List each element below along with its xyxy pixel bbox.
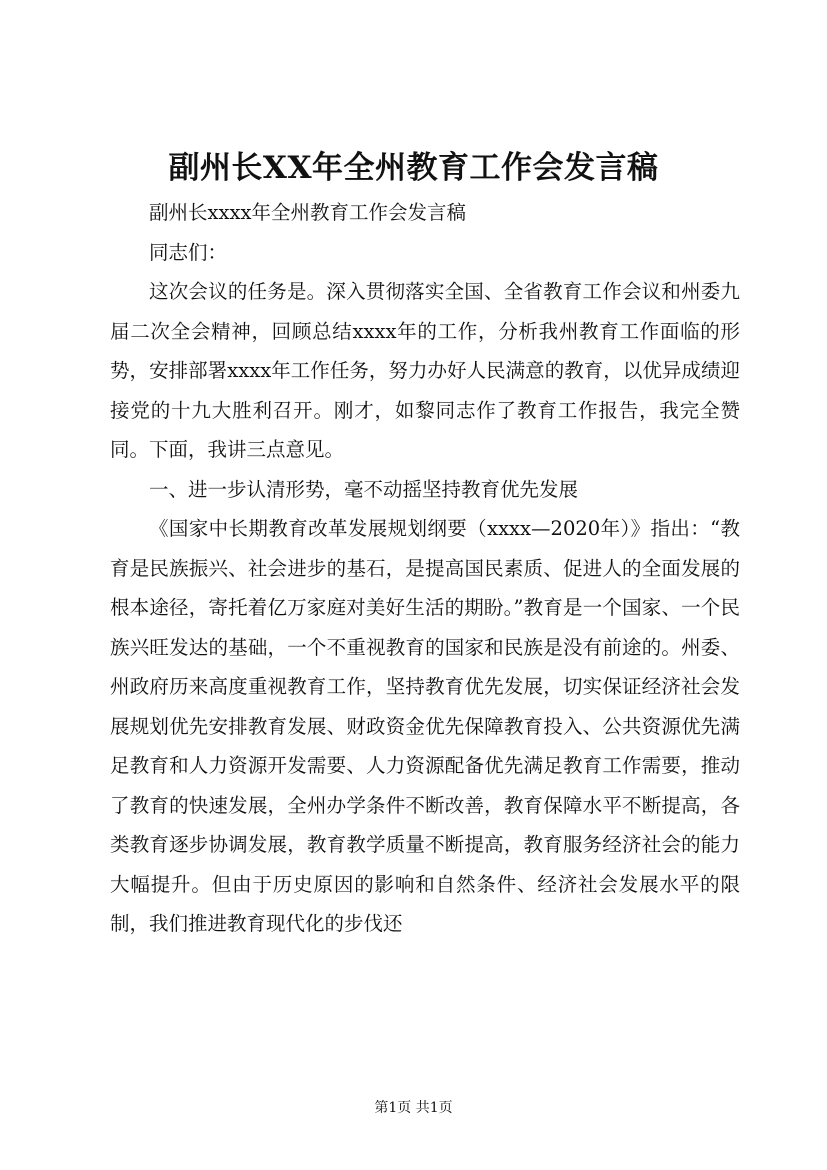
document-title: 副州长XX年全州教育工作会发言稿: [168, 150, 659, 186]
section-heading: 一、进一步认清形势，毫不动摇坚持教育优先发展: [149, 477, 579, 501]
salutation-paragraph: 同志们：: [149, 240, 228, 264]
subtitle-paragraph: 副州长xxxx年全州教育工作会发言稿: [149, 201, 466, 224]
document-body: [110, 193, 740, 944]
page-footer: 第1页 共1页: [374, 1100, 453, 1116]
section-paragraph: 《国家中长期教育改革发展规划纲要（xxxx—2020年）》指出：“教育是民族振兴、社会进步的基石，是提高国民素质、促进人的全面发展的根本途径，寄托着亿万家庭对美好生活的期盼。”教育是一个国家、一个民族兴旺发达的基础，一个不重视教育的国家和民族是没有前途的。州委、州政府历来高度重视教育工作，坚持教育优先发展，切实保证经济社会发展规划优先安排教育发展、财政资金优先保障教育投入、公共资源优先满足教育和人力资源开发需要、人力资源配备优先满足教育工作需要，推动了教育的快速发展，全州办学条件不断改善，教育保障水平不断提高，各类教育逐步协调发展，教育教学质量不断提高，教育服务经济社会的能力大幅提升。但由于历史原因的影响和自然条件、经济社会发展水平的限制，我们推进教育现代化的步伐还: [110, 517, 740, 935]
intro-paragraph: 这次会议的任务是。深入贯彻落实全国、全省教育工作会议和州委九届二次全会精神，回顾总结xxxx年的工作，分析我州教育工作面临的形势，安排部署xxxx年工作任务，努力办好人民满意的教育，以优异成绩迎接党的十九大胜利召开。刚才，如黎同志作了教育工作报告，我完全赞同。下面，我讲三点意见。: [110, 280, 740, 461]
